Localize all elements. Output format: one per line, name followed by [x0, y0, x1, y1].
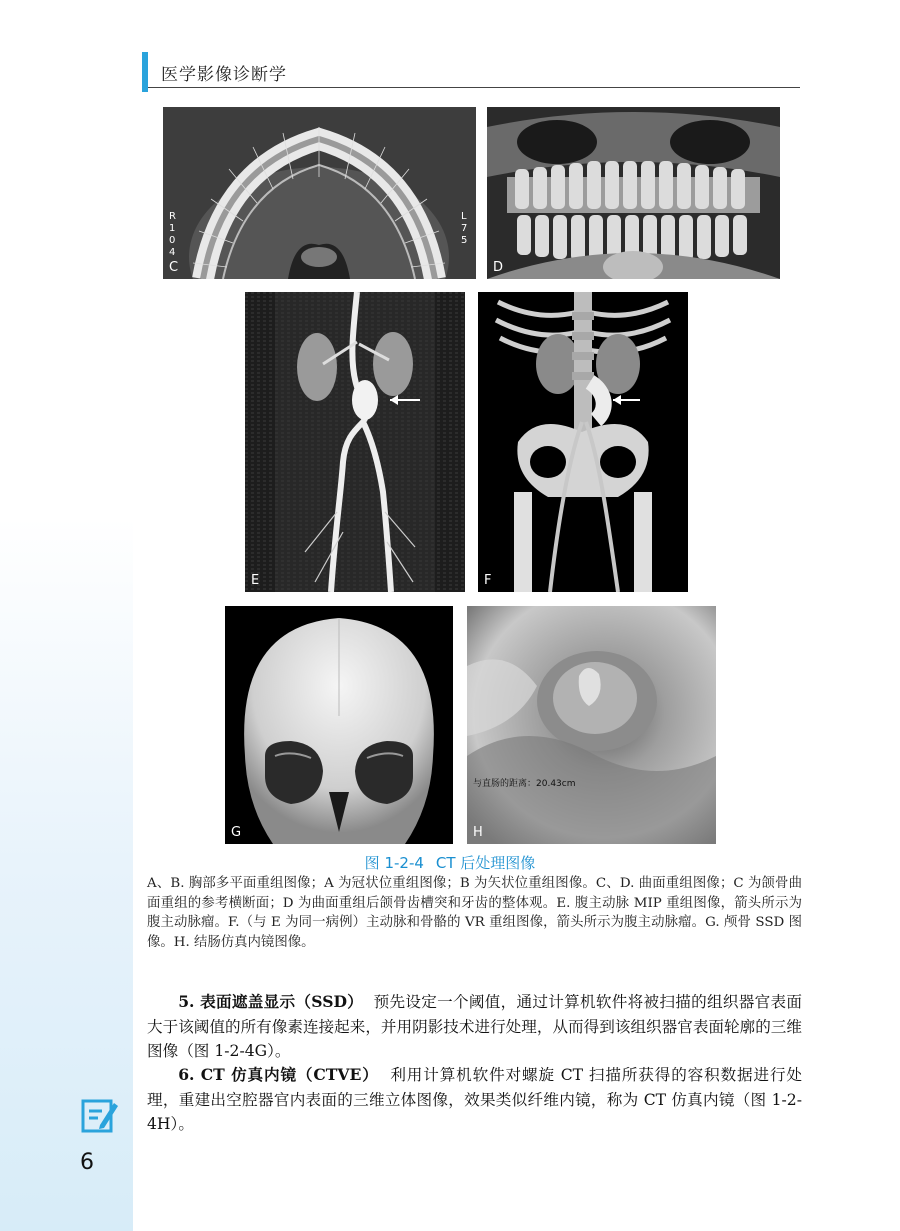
header-accent-bar [142, 52, 148, 92]
left-side-marker: R 104 [169, 211, 176, 258]
figure-caption: A、B. 胸部多平面重组图像；A 为冠状位重组图像；B 为矢状位重组图像。C、D. 曲面重组图像；C 为颌骨曲面重组的参考横断面；D 为曲面重组后颌骨齿槽突和牙齿的整体观。E. 腹主动脉 MIP 重组图像，箭头所示为腹主动脉瘤。F.（与 E 为同一病例）主动脉和骨骼的 VR 重组图像，箭头所示为腹主动脉瘤。G. 颅骨 SSD 图像。H. 结肠仿真内镜图像。 [147, 876, 802, 950]
paragraph-ssd [147, 990, 802, 1064]
panel-d-panoramic-teeth [487, 107, 780, 279]
panel-h-virtual-endoscopy [467, 606, 716, 844]
page-number: 6 [80, 1150, 94, 1175]
figure-number: 图 1-2-4 [364, 854, 424, 872]
distance-readout: 与直肠的距离：20.43cm [473, 779, 576, 789]
panel-label-h: H [473, 825, 483, 840]
book-title: 医学影像诊断学 [161, 65, 287, 85]
panel-f-aorta-vr [478, 292, 688, 592]
left-margin-band [0, 0, 133, 1231]
paragraph-ctve-heading: 6. CT 仿真内镜（CTVE） [178, 1065, 379, 1084]
header-rule [148, 87, 800, 88]
paragraph-ctve [147, 1063, 802, 1137]
paragraph-ssd-text: 预先设定一个阈值，通过计算机软件将被扫描的组织器官表面大于该阈值的所有像素连接起来，并用阴影技术进行处理，从而得到该组织器官表面轮廓的三维图像（图 1-2-4G）。 [147, 993, 802, 1060]
panel-label-e: E [251, 573, 260, 588]
paragraph-ssd-heading: 5. 表面遮盖显示（SSD） [178, 992, 364, 1011]
panel-g-skull-ssd [225, 606, 453, 844]
panel-e-aorta-mip [245, 292, 465, 592]
panel-label-d: D [493, 260, 504, 275]
panel-label-c: C [169, 260, 179, 275]
figure-title-text: CT 后处理图像 [435, 854, 536, 872]
notes-edit-icon [80, 1095, 120, 1139]
panel-label-g: G [231, 825, 242, 840]
right-side-marker: L 75 [461, 211, 468, 246]
figure-title [0, 852, 900, 873]
panel-c-jaw-reference [163, 107, 476, 279]
panel-label-f: F [484, 573, 492, 588]
paragraph-ctve-text: 利用计算机软件对螺旋 CT 扫描所获得的容积数据进行处理，重建出空腔器官内表面的三维立体图像，效果类似纤维内镜，称为 CT 仿真内镜（图 1-2-4H）。 [147, 1066, 802, 1133]
